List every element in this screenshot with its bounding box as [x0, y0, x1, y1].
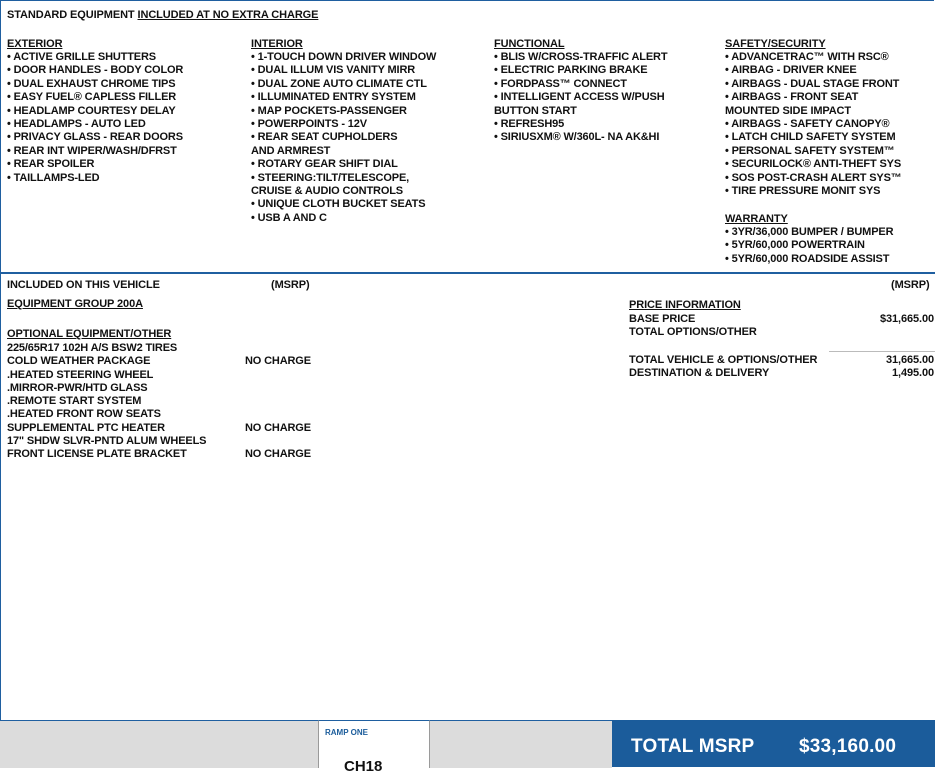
warranty-title: WARRANTY	[725, 213, 788, 225]
optional-item: .REMOTE START SYSTEM	[7, 395, 142, 408]
optional-item-price: NO CHARGE	[245, 448, 311, 461]
exterior-item: • PRIVACY GLASS - REAR DOORS	[7, 131, 183, 144]
included-msrp-label: (MSRP)	[271, 279, 310, 291]
optional-item-price	[245, 435, 311, 448]
warranty-item: • 3YR/36,000 BUMPER / BUMPER	[725, 226, 894, 238]
base-price-label: BASE PRICE	[629, 313, 696, 325]
optional-item: SUPPLEMENTAL PTC HEATER	[7, 421, 165, 434]
optional-list	[7, 342, 206, 462]
optional-item: .HEATED FRONT ROW SEATS	[7, 408, 161, 421]
safety-item: • TIRE PRESSURE MONIT SYS	[725, 185, 881, 198]
total-vehicle-label: TOTAL VEHICLE & OPTIONS/OTHER	[629, 354, 818, 366]
safety-item: • AIRBAG - DRIVER KNEE	[725, 64, 857, 77]
ramp-code: CH18	[344, 758, 383, 775]
safety-item: • AIRBAGS - DUAL STAGE FRONT	[725, 77, 900, 90]
interior-item: • REAR SEAT CUPHOLDERS	[251, 131, 398, 144]
functional-item: • BLIS W/CROSS-TRAFFIC ALERT	[494, 51, 668, 63]
optional-item: 225/65R17 102H A/S BSW2 TIRES	[7, 342, 178, 354]
interior-item: • 1-TOUCH DOWN DRIVER WINDOW	[251, 51, 437, 63]
safety-item: • SOS POST-CRASH ALERT SYS™	[725, 171, 902, 184]
optional-item-price	[245, 395, 311, 408]
functional-item: • REFRESH95	[494, 118, 565, 131]
optional-item-price	[245, 408, 311, 421]
safety-item: MOUNTED SIDE IMPACT	[725, 104, 851, 117]
interior-item: • MAP POCKETS-PASSENGER	[251, 104, 407, 117]
safety-item: • AIRBAGS - SAFETY CANOPY®	[725, 118, 890, 131]
base-price-value: $31,665.00	[879, 313, 934, 325]
ramp-box	[318, 720, 430, 775]
interior-list	[251, 51, 436, 225]
total-vehicle-value: 31,665.00	[885, 354, 934, 366]
optional-title: OPTIONAL EQUIPMENT/OTHER	[7, 328, 172, 340]
safety-item: • SECURILOCK® ANTI-THEFT SYS	[725, 158, 902, 171]
interior-item: • ROTARY GEAR SHIFT DIAL	[251, 158, 398, 171]
exterior-title: EXTERIOR	[7, 38, 63, 50]
included-title: INCLUDED ON THIS VEHICLE	[7, 279, 160, 291]
warranty-list	[725, 226, 893, 266]
total-msrp-value: $33,160.00	[799, 736, 897, 757]
included-msrp-label-right: (MSRP)	[891, 279, 930, 291]
optional-item-price: NO CHARGE	[245, 355, 311, 368]
exterior-item: • REAR INT WIPER/WASH/DFRST	[7, 144, 177, 157]
exterior-item: • REAR SPOILER	[7, 158, 95, 171]
subtotal-rule	[829, 351, 935, 352]
optional-item-price	[245, 369, 311, 382]
warranty-item: • 5YR/60,000 ROADSIDE ASSIST	[725, 252, 890, 265]
standard-header-prefix: STANDARD EQUIPMENT	[7, 9, 138, 21]
destination-value: 1,495.00	[891, 367, 934, 379]
exterior-item: • ACTIVE GRILLE SHUTTERS	[7, 51, 156, 63]
interior-item: • UNIQUE CLOTH BUCKET SEATS	[251, 198, 426, 211]
optional-item: FRONT LICENSE PLATE BRACKET	[7, 448, 187, 461]
section-divider	[0, 272, 935, 274]
exterior-list	[7, 51, 183, 185]
exterior-item: • TAILLAMPS-LED	[7, 171, 100, 184]
total-msrp-label: TOTAL MSRP	[631, 736, 755, 757]
footer-cell-middle	[430, 720, 612, 768]
ramp-label: RAMP ONE	[325, 728, 368, 737]
footer-cell-left	[0, 720, 318, 768]
equipment-group: EQUIPMENT GROUP 200A	[7, 298, 143, 310]
optional-prices	[245, 342, 311, 462]
interior-item: • USB A AND C	[251, 211, 327, 224]
functional-item: BUTTON START	[494, 104, 577, 117]
standard-header-underlined: INCLUDED AT NO EXTRA CHARGE	[137, 9, 319, 21]
functional-item: • ELECTRIC PARKING BRAKE	[494, 64, 648, 77]
exterior-item: • DOOR HANDLES - BODY COLOR	[7, 64, 184, 77]
optional-item: 17" SHDW SLVR-PNTD ALUM WHEELS	[7, 435, 207, 448]
functional-title: FUNCTIONAL	[494, 38, 565, 50]
total-options-label: TOTAL OPTIONS/OTHER	[629, 326, 757, 338]
functional-item: • INTELLIGENT ACCESS W/PUSH	[494, 91, 665, 104]
optional-item-price	[245, 342, 311, 355]
optional-item: .HEATED STEERING WHEEL	[7, 368, 154, 381]
safety-item: • AIRBAGS - FRONT SEAT	[725, 91, 859, 104]
safety-list	[725, 51, 902, 198]
safety-item: • ADVANCETRAC™ WITH RSC®	[725, 51, 889, 63]
interior-item: • ILLUMINATED ENTRY SYSTEM	[251, 91, 416, 104]
optional-item: COLD WEATHER PACKAGE	[7, 355, 151, 368]
total-msrp-box	[612, 720, 935, 767]
standard-equipment-header	[7, 9, 318, 22]
functional-item: • SIRIUSXM® W/360L- NA AK&HI	[494, 131, 660, 144]
price-info-title: PRICE INFORMATION	[629, 299, 741, 311]
safety-item: • PERSONAL SAFETY SYSTEM™	[725, 144, 895, 157]
optional-item-price: NO CHARGE	[245, 421, 311, 434]
interior-title: INTERIOR	[251, 38, 303, 50]
exterior-item: • HEADLAMP COURTESY DELAY	[7, 104, 176, 117]
interior-item: • POWERPOINTS - 12V	[251, 118, 367, 131]
interior-item: • DUAL ZONE AUTO CLIMATE CTL	[251, 77, 427, 90]
destination-label: DESTINATION & DELIVERY	[629, 367, 770, 379]
functional-list	[494, 51, 667, 145]
exterior-item: • DUAL EXHAUST CHROME TIPS	[7, 77, 176, 90]
interior-item: AND ARMREST	[251, 144, 331, 157]
optional-item-price	[245, 382, 311, 395]
exterior-item: • EASY FUEL® CAPLESS FILLER	[7, 91, 177, 104]
exterior-item: • HEADLAMPS - AUTO LED	[7, 118, 146, 131]
interior-item: • STEERING:TILT/TELESCOPE,	[251, 171, 410, 184]
optional-item: .MIRROR-PWR/HTD GLASS	[7, 381, 148, 394]
interior-item: • DUAL ILLUM VIS VANITY MIRR	[251, 64, 416, 77]
interior-item: CRUISE & AUDIO CONTROLS	[251, 185, 403, 198]
warranty-item: • 5YR/60,000 POWERTRAIN	[725, 239, 865, 252]
safety-item: • LATCH CHILD SAFETY SYSTEM	[725, 131, 896, 144]
safety-title: SAFETY/SECURITY	[725, 38, 826, 50]
functional-item: • FORDPASS™ CONNECT	[494, 77, 627, 90]
